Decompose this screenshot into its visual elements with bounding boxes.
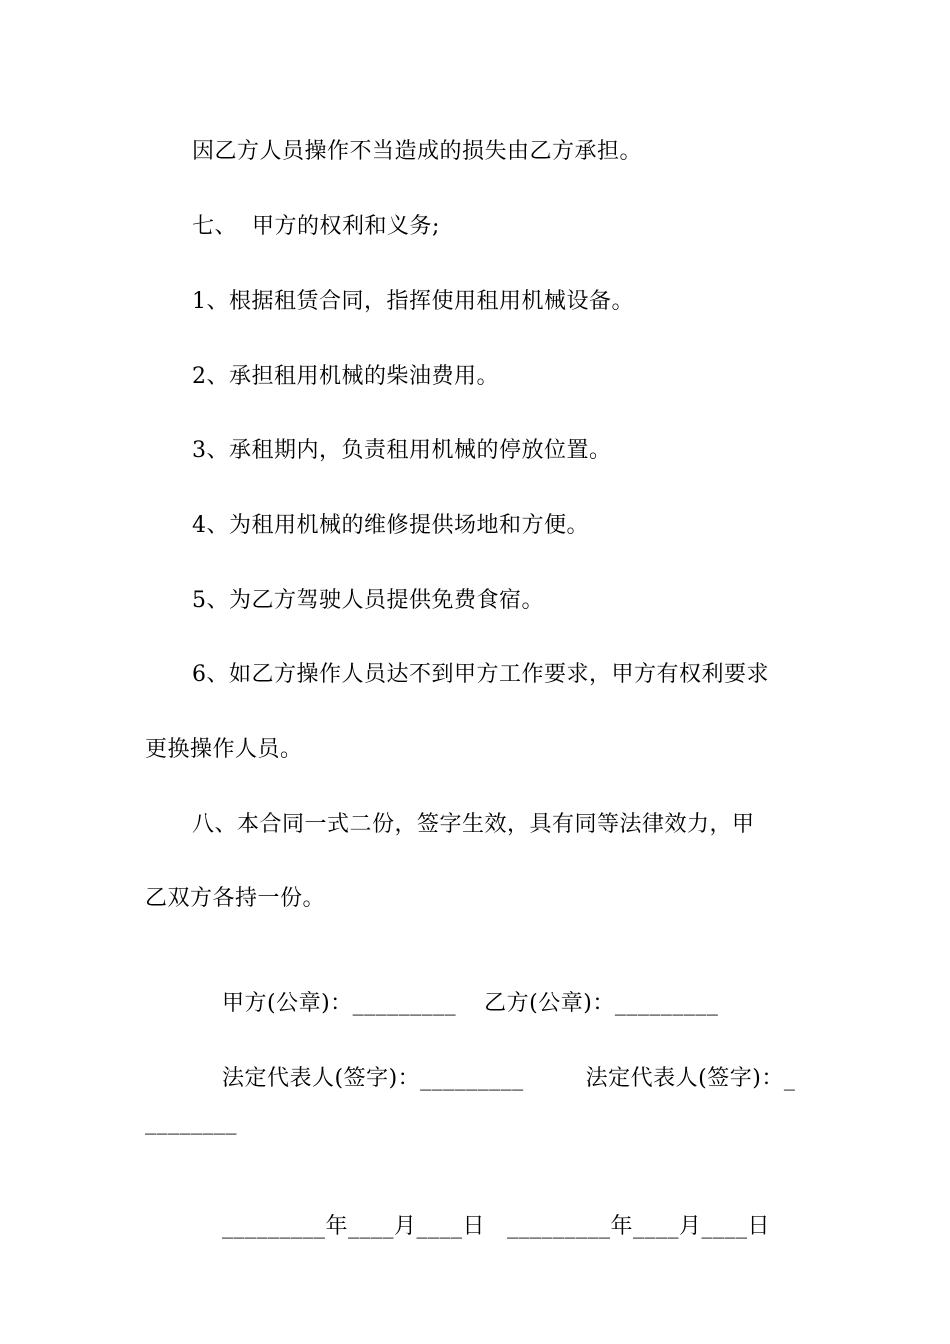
section-8: 八、本合同一式二份，签字生效，具有同等法律效力，甲	[192, 812, 755, 837]
section-8-continued: 乙双方各持一份。	[145, 886, 326, 911]
clause-7-1: 1、根据租赁合同，指挥使用租用机械设备。	[192, 289, 634, 314]
section-7-heading: 七、 甲方的权利和义务;	[192, 214, 440, 239]
date-row	[192, 1182, 770, 1272]
party-b-representative-continued[interactable]: ________	[145, 1110, 237, 1135]
party-a-representative-field[interactable]: 法定代表人(签字)：_________	[221, 1066, 524, 1091]
paragraph-loss-liability: 因乙方人员操作不当造成的损失由乙方承担。	[192, 139, 643, 164]
clause-7-2: 2、承担租用机械的柴油费用。	[192, 364, 499, 389]
party-b-date-field[interactable]: _________年____月____日	[507, 1214, 771, 1239]
clause-7-3: 3、承租期内，负责租用机械的停放位置。	[192, 438, 612, 463]
clause-7-5: 5、为乙方驾驶人员提供免费食宿。	[192, 588, 544, 613]
clause-7-6-continued: 更换操作人员。	[145, 737, 303, 762]
party-b-seal-field[interactable]: 乙方(公章)：_________	[484, 991, 719, 1016]
clause-7-6: 6、如乙方操作人员达不到甲方工作要求，甲方有权利要求	[192, 662, 769, 687]
party-a-date-field[interactable]: _________年____月____日	[221, 1214, 485, 1239]
clause-7-4: 4、为租用机械的维修提供场地和方便。	[192, 513, 589, 538]
representative-row	[192, 1034, 795, 1124]
party-a-seal-field[interactable]: 甲方(公章)：_________	[221, 991, 457, 1016]
party-b-representative-field[interactable]: 法定代表人(签字)：_	[585, 1066, 796, 1091]
